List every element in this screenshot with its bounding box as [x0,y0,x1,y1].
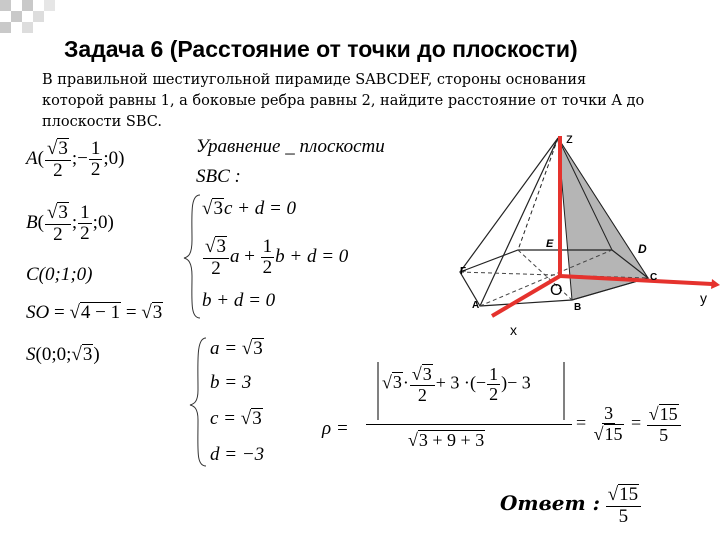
rho-denominator: √3 + 9 + 3 [408,430,485,450]
problem-line-2: которой равны 1, а боковые ребра равны 2, найдите расстояние от точки A до [42,93,645,109]
rho-numerator: √3· $\frac{√3}{2}$ + 3 ·(− $\frac{1}{2}$ )− 3 [382,363,531,405]
coord-S: S(0;0;√3) [26,344,100,365]
coord-A: A( $\frac{√3}{2}$ ;− $\frac{1}{2}$ ;0) [26,137,125,181]
axis-x-label: x [510,322,517,338]
system1-eq1: √3c + d = 0 [202,198,297,219]
axis-y-label: y [700,290,707,306]
problem-line-3: плоскости SBC. [42,114,162,130]
vertex-label-C: C [650,272,658,283]
answer: Ответ : $\frac{√15}{5}$ [500,484,642,527]
coord-C: C(0;1;0) [26,264,93,285]
system1-eq2: $\frac{√3}{2}$ a + $\frac{1}{2}$ b + d = 0 [205,235,349,279]
length-SO: SO = √4 − 1 = √3 [26,302,163,323]
system2-d: d = −3 [210,444,265,465]
vertex-label-D: D [638,242,647,256]
vertex-label-A: A [472,300,480,311]
origin-label: O [550,282,563,299]
plane-equation-label-line1: Уравнение _ плоскости [196,136,385,157]
coord-B: B( $\frac{√3}{2}$ ; $\frac{1}{2}$ ;0) [26,201,114,245]
page-title: Задача 6 (Расстояние от точки до плоскости) [64,36,578,62]
vertex-label-F: F [460,266,467,277]
system1-eq3: b + d = 0 [202,290,276,311]
rho-symbol: ρ = [322,418,349,439]
system2-b: b = 3 [210,372,252,393]
vertex-label-E: E [546,238,554,250]
system2-c: c = √3 [210,408,262,429]
plane-equation-label-line2: SBC : [196,166,241,187]
vertex-label-B: B [574,302,582,313]
problem-line-1: В правильной шестиугольной пирамиде SABCDEF, стороны основания [42,72,587,88]
axis-z-label: z [566,130,573,146]
system2-a: a = √3 [210,338,263,359]
rho-result: = $\frac{3}{√15}$ = $\frac{√15}{5}$ [576,404,682,445]
